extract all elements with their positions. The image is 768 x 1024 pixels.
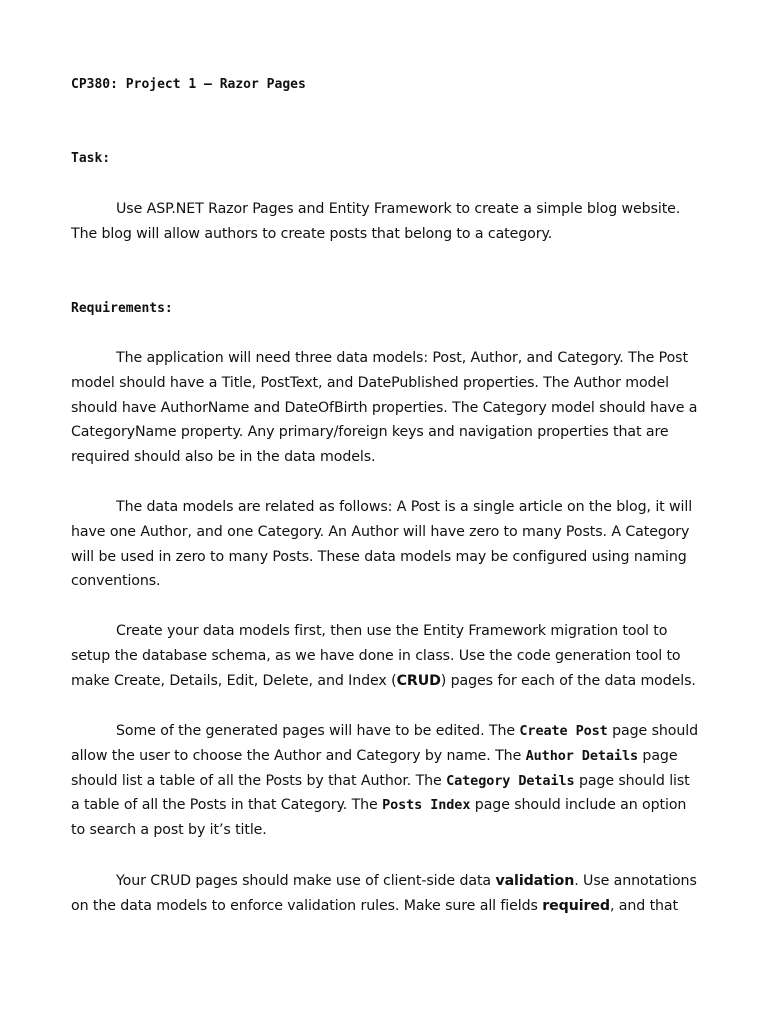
edit-text-g: page should list a table of all the Posts in that Category. The [71,772,690,814]
edit-text-e: page should list a table of all the Posts by that Author. The [71,747,678,789]
edit-text-i: page should include an option to search a post by it’s title. [71,797,687,839]
edit-text-c: page should allow the user to choose the Author and Category by name. The [71,723,698,764]
author-details-keyword: Author Details [525,747,638,764]
validation-text-e: , and that [609,897,678,914]
crud-paragraph [71,619,701,693]
task-heading: Task: [71,151,111,166]
crud-keyword: CRUD [396,672,441,689]
edit-text-a: Some of the generated pages will have to be edited. The [116,723,520,739]
requirements-heading: Requirements: [71,301,173,316]
crud-text-a: Create your data models first, then use the Entity Framework migration tool to setup the database schema, as we have done in class. Use the code generation tool to make Create, Details, Edit, Delete, and Index ( [71,623,681,689]
relationships-paragraph: The data models are related as follows: A Post is a single article on the blog, it will have one Author, and one Category. An Author will have zero to many Posts. A Category will be used in zero to many Posts. These data models may be configured using naming conventions. [71,499,693,590]
validation-text-c: . Use annotations on the data models to enforce validation rules. Make sure all fields [71,873,697,914]
create-post-keyword: Create Post [519,723,608,739]
crud-text-c: ) pages for each of the data models. [440,672,696,689]
validation-text-a: Your CRUD pages should make use of client-side data [116,873,496,889]
task-paragraph: Use ASP.NET Razor Pages and Entity Framework to create a simple blog website. The blog will allow authors to create posts that belong to a category. [71,201,681,242]
document-title: CP380: Project 1 – Razor Pages [71,77,306,92]
category-details-keyword: Category Details [446,772,575,789]
required-keyword: required [542,897,610,914]
edit-pages-paragraph [71,719,701,843]
posts-index-keyword: Posts Index [382,797,471,814]
validation-keyword: validation [495,873,575,889]
validation-paragraph [71,869,701,919]
data-models-paragraph: The application will need three data models: Post, Author, and Category. The Post model should have a Title, PostText, and DatePublished properties. The Author model should have AuthorName and DateOfBirth properties. The Category model should have a CategoryName property. Any primary/foreign keys and navigation properties that are required should also be in the data models. [71,350,698,466]
